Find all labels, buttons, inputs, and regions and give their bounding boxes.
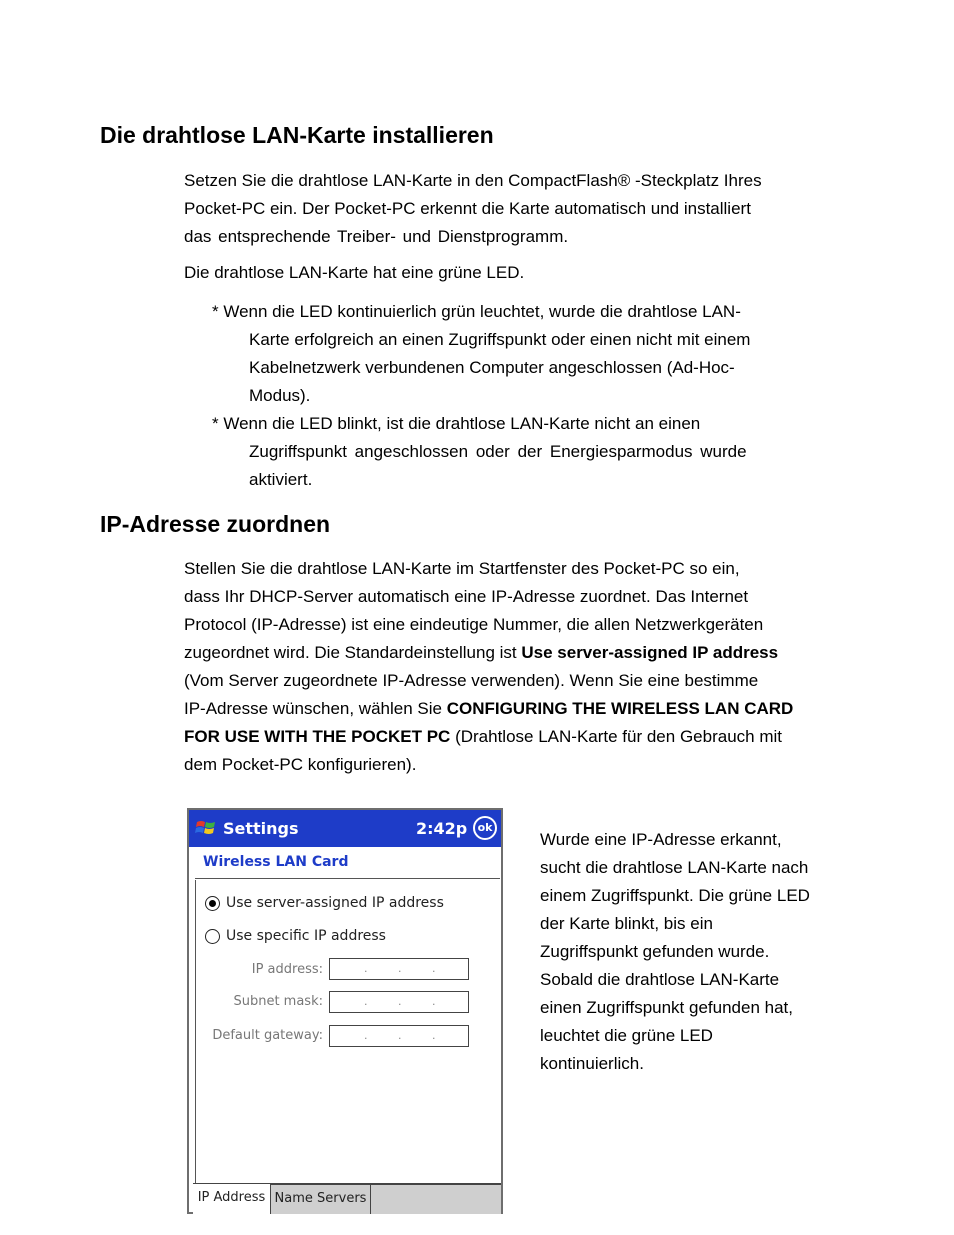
radio-specific-ip[interactable]	[205, 928, 386, 944]
install-paragraph	[184, 167, 834, 251]
text-line: Zugriffspunkt angeschlossen oder der Energiesparmodus wurde	[249, 442, 747, 461]
section-heading-ip: IP-Adresse zuordnen	[100, 511, 331, 537]
clock: 2:42p	[416, 819, 468, 838]
default-gateway-input[interactable]: . . .	[329, 1025, 469, 1047]
text-line: Stellen Sie die drahtlose LAN-Karte im Startfenster des Pocket-PC so ein,	[184, 559, 740, 578]
text-line: leuchtet die grüne LED	[540, 1026, 713, 1045]
divider	[195, 878, 500, 879]
text-line: Protocol (IP-Adresse) ist eine eindeutige Nummer, die allen Netzwerkgeräten	[184, 615, 764, 634]
led-info-paragraph: Die drahtlose LAN-Karte hat eine grüne LED.	[184, 263, 525, 282]
text-line	[184, 723, 864, 751]
bold-term: Use server-assigned IP address	[521, 643, 779, 662]
text-line: sucht die drahtlose LAN-Karte nach	[540, 858, 809, 877]
text-line: Karte erfolgreich an einen Zugriffspunkt oder einen nicht mit einem	[249, 330, 751, 349]
page-subtitle: Wireless LAN Card	[203, 854, 349, 870]
text-line: Sobald die drahtlose LAN-Karte	[540, 970, 780, 989]
bullet-led-blink	[212, 410, 818, 494]
ip-address-input[interactable]: . . .	[329, 958, 469, 980]
text-line: dem Pocket-PC konfigurieren).	[184, 755, 417, 774]
bold-term: FOR USE WITH THE POCKET PC	[184, 727, 451, 746]
windows-start-icon[interactable]	[194, 817, 218, 839]
text-segment: (Drahtlose LAN-Karte für den Gebrauch mit	[450, 727, 782, 746]
tab-ip-address[interactable]: IP Address	[193, 1184, 271, 1214]
text-line: der Karte blinkt, bis ein	[540, 914, 713, 933]
tab-name-servers[interactable]: Name Servers	[271, 1184, 371, 1214]
bullet-led-steady	[212, 298, 818, 410]
tab-bar	[193, 1183, 501, 1214]
default-gateway-label: Default gateway:	[212, 1028, 323, 1043]
subnet-mask-input[interactable]: . . .	[329, 991, 469, 1013]
radio-unselected-icon[interactable]	[205, 929, 220, 944]
pocketpc-screenshot	[187, 808, 503, 1214]
text-line: Kabelnetzwerk verbundenen Computer angeschlossen (Ad-Hoc-	[249, 358, 735, 377]
text-line: einen Zugriffspunkt gefunden hat,	[540, 998, 793, 1017]
text-line: Modus).	[249, 386, 311, 405]
text-line: Setzen Sie die drahtlose LAN-Karte in den CompactFlash® -Steckplatz Ihres	[184, 171, 762, 190]
tab-bar-filler	[371, 1184, 501, 1214]
text-segment: IP-Adresse wünschen, wählen Sie	[184, 699, 447, 718]
text-line	[184, 639, 864, 667]
text-line: einem Zugriffspunkt. Die grüne LED	[540, 886, 810, 905]
radio-selected-icon[interactable]	[205, 896, 220, 911]
radio-label: Use server-assigned IP address	[226, 895, 444, 911]
subnet-mask-label: Subnet mask:	[233, 994, 323, 1009]
text-line: * Wenn die LED kontinuierlich grün leuchtet, wurde die drahtlose LAN-	[212, 302, 741, 321]
text-line: Zugriffspunkt gefunden wurde.	[540, 942, 770, 961]
text-line: Pocket-PC ein. Der Pocket-PC erkennt die Karte automatisch und installiert	[184, 199, 751, 218]
text-line: das entsprechende Treiber- und Dienstprogramm.	[184, 227, 569, 246]
divider	[195, 880, 196, 1210]
text-line: * Wenn die LED blinkt, ist die drahtlose LAN-Karte nicht an einen	[212, 414, 701, 433]
title-bar	[189, 810, 501, 847]
ip-paragraph	[184, 555, 864, 779]
radio-label: Use specific IP address	[226, 928, 386, 944]
text-line: dass Ihr DHCP-Server automatisch eine IP-Adresse zuordnet. Das Internet	[184, 587, 749, 606]
bold-term: CONFIGURING THE WIRELESS LAN CARD	[446, 699, 794, 718]
text-segment: zugeordnet wird. Die Standardeinstellung ist	[184, 643, 522, 662]
text-line: kontinuierlich.	[540, 1054, 644, 1073]
ip-address-label: IP address:	[251, 962, 323, 977]
side-paragraph	[540, 826, 870, 1078]
section-heading-install: Die drahtlose LAN-Karte installieren	[100, 122, 494, 148]
text-line: (Vom Server zugeordnete IP-Adresse verwenden). Wenn Sie eine bestimme	[184, 671, 759, 690]
app-title: Settings	[223, 819, 299, 838]
text-line: aktiviert.	[249, 470, 313, 489]
ok-button[interactable]: ok	[473, 816, 497, 840]
text-line: Wurde eine IP-Adresse erkannt,	[540, 830, 782, 849]
text-line	[184, 695, 864, 723]
radio-server-assigned[interactable]	[205, 895, 444, 911]
